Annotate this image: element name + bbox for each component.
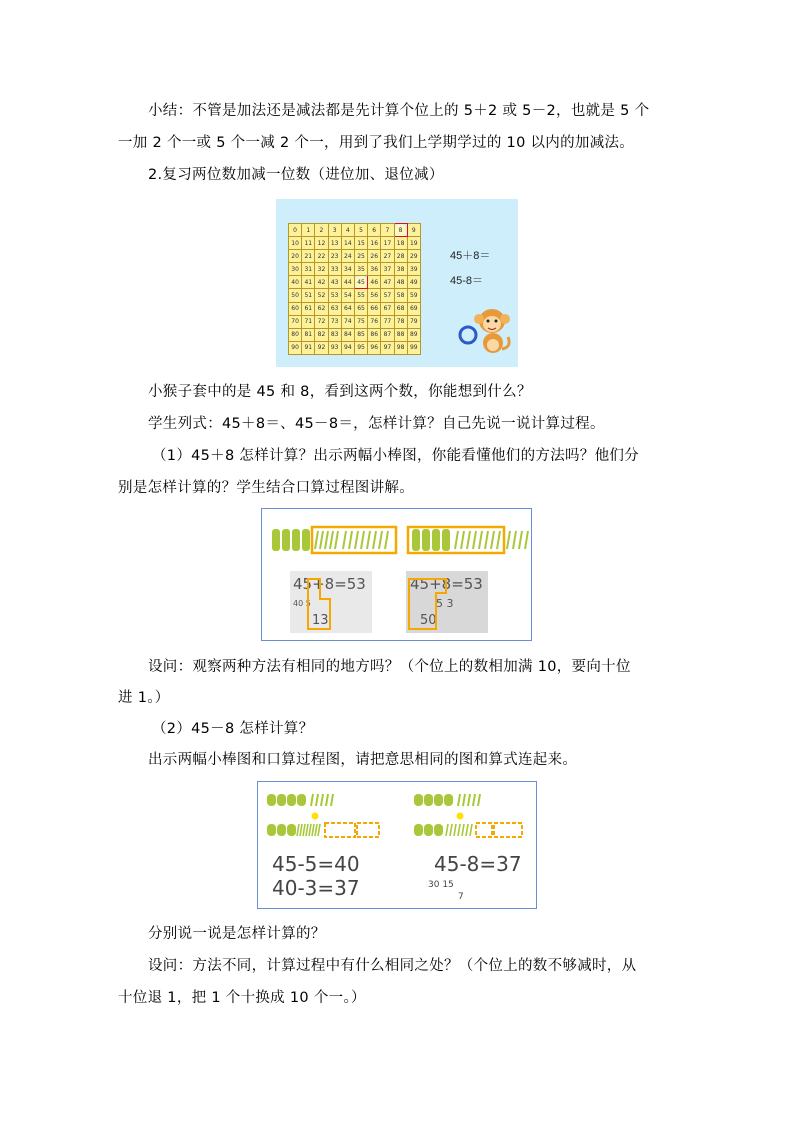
grid-cell: 13 bbox=[328, 237, 341, 250]
grid-cell: 55 bbox=[354, 289, 367, 302]
grid-cell: 30 bbox=[289, 263, 302, 276]
left-stick-bundles bbox=[268, 521, 398, 561]
grid-cell: 64 bbox=[341, 302, 354, 315]
grid-cell: 62 bbox=[315, 302, 328, 315]
grid-cell: 38 bbox=[394, 263, 407, 276]
grid-row bbox=[289, 341, 421, 354]
grid-row bbox=[289, 289, 421, 302]
grid-cell: 43 bbox=[328, 276, 341, 289]
grid-cell: 63 bbox=[328, 302, 341, 315]
grid-cell: 8 bbox=[394, 224, 407, 237]
grid-cell: 27 bbox=[381, 250, 394, 263]
grid-cell: 23 bbox=[328, 250, 341, 263]
grid-cell: 94 bbox=[341, 341, 354, 354]
grid-cell: 11 bbox=[302, 237, 315, 250]
grid-cell: 20 bbox=[289, 250, 302, 263]
grid-cell: 16 bbox=[368, 237, 381, 250]
grid-cell: 74 bbox=[341, 315, 354, 328]
grid-cell: 95 bbox=[354, 341, 367, 354]
left-split: 40 5 bbox=[293, 599, 311, 608]
grid-cell: 59 bbox=[407, 289, 420, 302]
grid-cell: 66 bbox=[368, 302, 381, 315]
left-frame-marker bbox=[290, 571, 372, 633]
subtraction-equation: 45-8＝ bbox=[450, 275, 484, 287]
right-subtraction-result: 7 bbox=[458, 892, 464, 902]
left-calculation-photo bbox=[290, 571, 372, 633]
grid-cell: 26 bbox=[368, 250, 381, 263]
grid-cell: 91 bbox=[302, 341, 315, 354]
grid-row bbox=[289, 276, 421, 289]
summary-line-1: 小结：不管是加法还是减法都是先计算个位上的 5＋2 或 5－2，也就是 5 个 bbox=[148, 103, 650, 119]
question-same-line-2: 进 1。） bbox=[118, 690, 170, 706]
part2-heading: （2）45－8 怎样计算？ bbox=[152, 721, 314, 737]
right-stick-bundles bbox=[406, 521, 536, 561]
grid-cell: 4 bbox=[341, 224, 354, 237]
grid-cell: 52 bbox=[315, 289, 328, 302]
grid-cell: 56 bbox=[368, 289, 381, 302]
right-split: 5 3 bbox=[436, 597, 454, 610]
grid-row bbox=[289, 302, 421, 315]
addition-equation: 45＋8＝ bbox=[450, 250, 491, 262]
grid-cell: 82 bbox=[315, 328, 328, 341]
left-subtraction-sticks bbox=[263, 788, 388, 848]
grid-cell: 57 bbox=[381, 289, 394, 302]
grid-cell: 93 bbox=[328, 341, 341, 354]
right-frame-marker bbox=[406, 571, 488, 633]
grid-cell: 35 bbox=[354, 263, 367, 276]
grid-cell: 31 bbox=[302, 263, 315, 276]
addition-sticks-figure bbox=[261, 508, 532, 641]
grid-cell: 45 bbox=[354, 276, 367, 289]
grid-cell: 34 bbox=[341, 263, 354, 276]
grid-cell: 2 bbox=[315, 224, 328, 237]
monkey-icon bbox=[456, 299, 516, 359]
right-subtraction-eq: 45-8=37 bbox=[434, 852, 522, 876]
left-result: 13 bbox=[312, 613, 329, 628]
grid-cell: 67 bbox=[381, 302, 394, 315]
grid-cell: 81 bbox=[302, 328, 315, 341]
part1-question-line-2: 别是怎样计算的？学生结合口算过程图讲解。 bbox=[118, 480, 414, 496]
grid-cell: 88 bbox=[394, 328, 407, 341]
grid-cell: 25 bbox=[354, 250, 367, 263]
grid-cell: 84 bbox=[341, 328, 354, 341]
grid-cell: 1 bbox=[302, 224, 315, 237]
grid-row bbox=[289, 237, 421, 250]
grid-cell: 68 bbox=[394, 302, 407, 315]
grid-cell: 48 bbox=[394, 276, 407, 289]
grid-cell: 83 bbox=[328, 328, 341, 341]
grid-cell: 18 bbox=[394, 237, 407, 250]
grid-cell: 72 bbox=[315, 315, 328, 328]
grid-cell: 54 bbox=[341, 289, 354, 302]
grid-cell: 73 bbox=[328, 315, 341, 328]
grid-cell: 36 bbox=[368, 263, 381, 276]
question-diff-line-1: 设问：方法不同，计算过程中有什么相同之处？（个位上的数不够减时，从 bbox=[148, 958, 637, 974]
grid-cell: 33 bbox=[328, 263, 341, 276]
grid-cell: 29 bbox=[407, 250, 420, 263]
grid-cell: 69 bbox=[407, 302, 420, 315]
left-subtraction-eq-2: 40-3=37 bbox=[272, 876, 360, 900]
grid-cell: 12 bbox=[315, 237, 328, 250]
grid-cell: 14 bbox=[341, 237, 354, 250]
grid-cell: 71 bbox=[302, 315, 315, 328]
right-calculation-photo bbox=[406, 571, 488, 633]
grid-cell: 75 bbox=[354, 315, 367, 328]
match-instruction: 出示两幅小棒图和口算过程图，请把意思相同的图和算式连起来。 bbox=[148, 752, 578, 768]
right-subtraction-split: 30 15 bbox=[428, 880, 454, 890]
grid-cell: 37 bbox=[381, 263, 394, 276]
grid-cell: 50 bbox=[289, 289, 302, 302]
grid-cell: 79 bbox=[407, 315, 420, 328]
section-heading-2: 2.复习两位数加减一位数（进位加、退位减） bbox=[148, 167, 444, 183]
grid-cell: 78 bbox=[394, 315, 407, 328]
question-diff-line-2: 十位退 1，把 1 个十换成 10 个一。） bbox=[118, 990, 366, 1006]
grid-cell: 87 bbox=[381, 328, 394, 341]
grid-cell: 9 bbox=[407, 224, 420, 237]
summary-line-2: 一加 2 个一或 5 个一减 2 个一，用到了我们上学期学过的 10 以内的加减法。 bbox=[118, 135, 635, 151]
grid-cell: 65 bbox=[354, 302, 367, 315]
grid-cell: 15 bbox=[354, 237, 367, 250]
grid-cell: 39 bbox=[407, 263, 420, 276]
grid-cell: 22 bbox=[315, 250, 328, 263]
grid-cell: 51 bbox=[302, 289, 315, 302]
grid-cell: 6 bbox=[368, 224, 381, 237]
grid-cell: 32 bbox=[315, 263, 328, 276]
right-equation: 45+8=53 bbox=[410, 575, 483, 593]
left-subtraction-eq-1: 45-5=40 bbox=[272, 852, 360, 876]
grid-cell: 7 bbox=[381, 224, 394, 237]
grid-cell: 70 bbox=[289, 315, 302, 328]
explain-question: 分别说一说是怎样计算的？ bbox=[148, 926, 326, 942]
student-equations: 学生列式：45＋8＝、45－8＝，怎样计算？自己先说一说计算过程。 bbox=[148, 416, 605, 432]
grid-cell: 90 bbox=[289, 341, 302, 354]
grid-cell: 42 bbox=[315, 276, 328, 289]
grid-cell: 97 bbox=[381, 341, 394, 354]
grid-cell: 98 bbox=[394, 341, 407, 354]
grid-cell: 92 bbox=[315, 341, 328, 354]
grid-cell: 46 bbox=[368, 276, 381, 289]
grid-cell: 47 bbox=[381, 276, 394, 289]
grid-cell: 86 bbox=[368, 328, 381, 341]
grid-cell: 41 bbox=[302, 276, 315, 289]
grid-cell: 61 bbox=[302, 302, 315, 315]
grid-row bbox=[289, 250, 421, 263]
grid-cell: 53 bbox=[328, 289, 341, 302]
grid-cell: 85 bbox=[354, 328, 367, 341]
grid-cell: 21 bbox=[302, 250, 315, 263]
grid-cell: 3 bbox=[328, 224, 341, 237]
grid-cell: 89 bbox=[407, 328, 420, 341]
grid-cell: 99 bbox=[407, 341, 420, 354]
grid-row bbox=[289, 315, 421, 328]
grid-cell: 77 bbox=[381, 315, 394, 328]
part1-question-line-1: （1）45＋8 怎样计算？出示两幅小棒图，你能看懂他们的方法吗？他们分 bbox=[152, 448, 640, 464]
hundred-chart-figure bbox=[276, 199, 518, 367]
left-equation: 45+8=53 bbox=[293, 575, 366, 593]
right-subtraction-sticks bbox=[410, 788, 535, 848]
grid-cell: 58 bbox=[394, 289, 407, 302]
grid-cell: 0 bbox=[289, 224, 302, 237]
grid-cell: 80 bbox=[289, 328, 302, 341]
subtraction-sticks-figure bbox=[257, 781, 537, 909]
question-same-line-1: 设问：观察两种方法有相同的地方吗？（个位上的数相加满 10，要向十位 bbox=[148, 659, 631, 675]
grid-cell: 24 bbox=[341, 250, 354, 263]
hundred-number-grid bbox=[288, 223, 421, 355]
grid-cell: 44 bbox=[341, 276, 354, 289]
grid-cell: 5 bbox=[354, 224, 367, 237]
grid-cell: 96 bbox=[368, 341, 381, 354]
right-result: 50 bbox=[420, 613, 437, 628]
grid-cell: 10 bbox=[289, 237, 302, 250]
monkey-question: 小猴子套中的是 45 和 8，看到这两个数，你能想到什么？ bbox=[148, 384, 532, 400]
grid-cell: 76 bbox=[368, 315, 381, 328]
grid-cell: 19 bbox=[407, 237, 420, 250]
grid-row bbox=[289, 224, 421, 237]
grid-cell: 17 bbox=[381, 237, 394, 250]
grid-cell: 28 bbox=[394, 250, 407, 263]
grid-cell: 49 bbox=[407, 276, 420, 289]
grid-row bbox=[289, 328, 421, 341]
grid-cell: 40 bbox=[289, 276, 302, 289]
grid-cell: 60 bbox=[289, 302, 302, 315]
grid-row bbox=[289, 263, 421, 276]
